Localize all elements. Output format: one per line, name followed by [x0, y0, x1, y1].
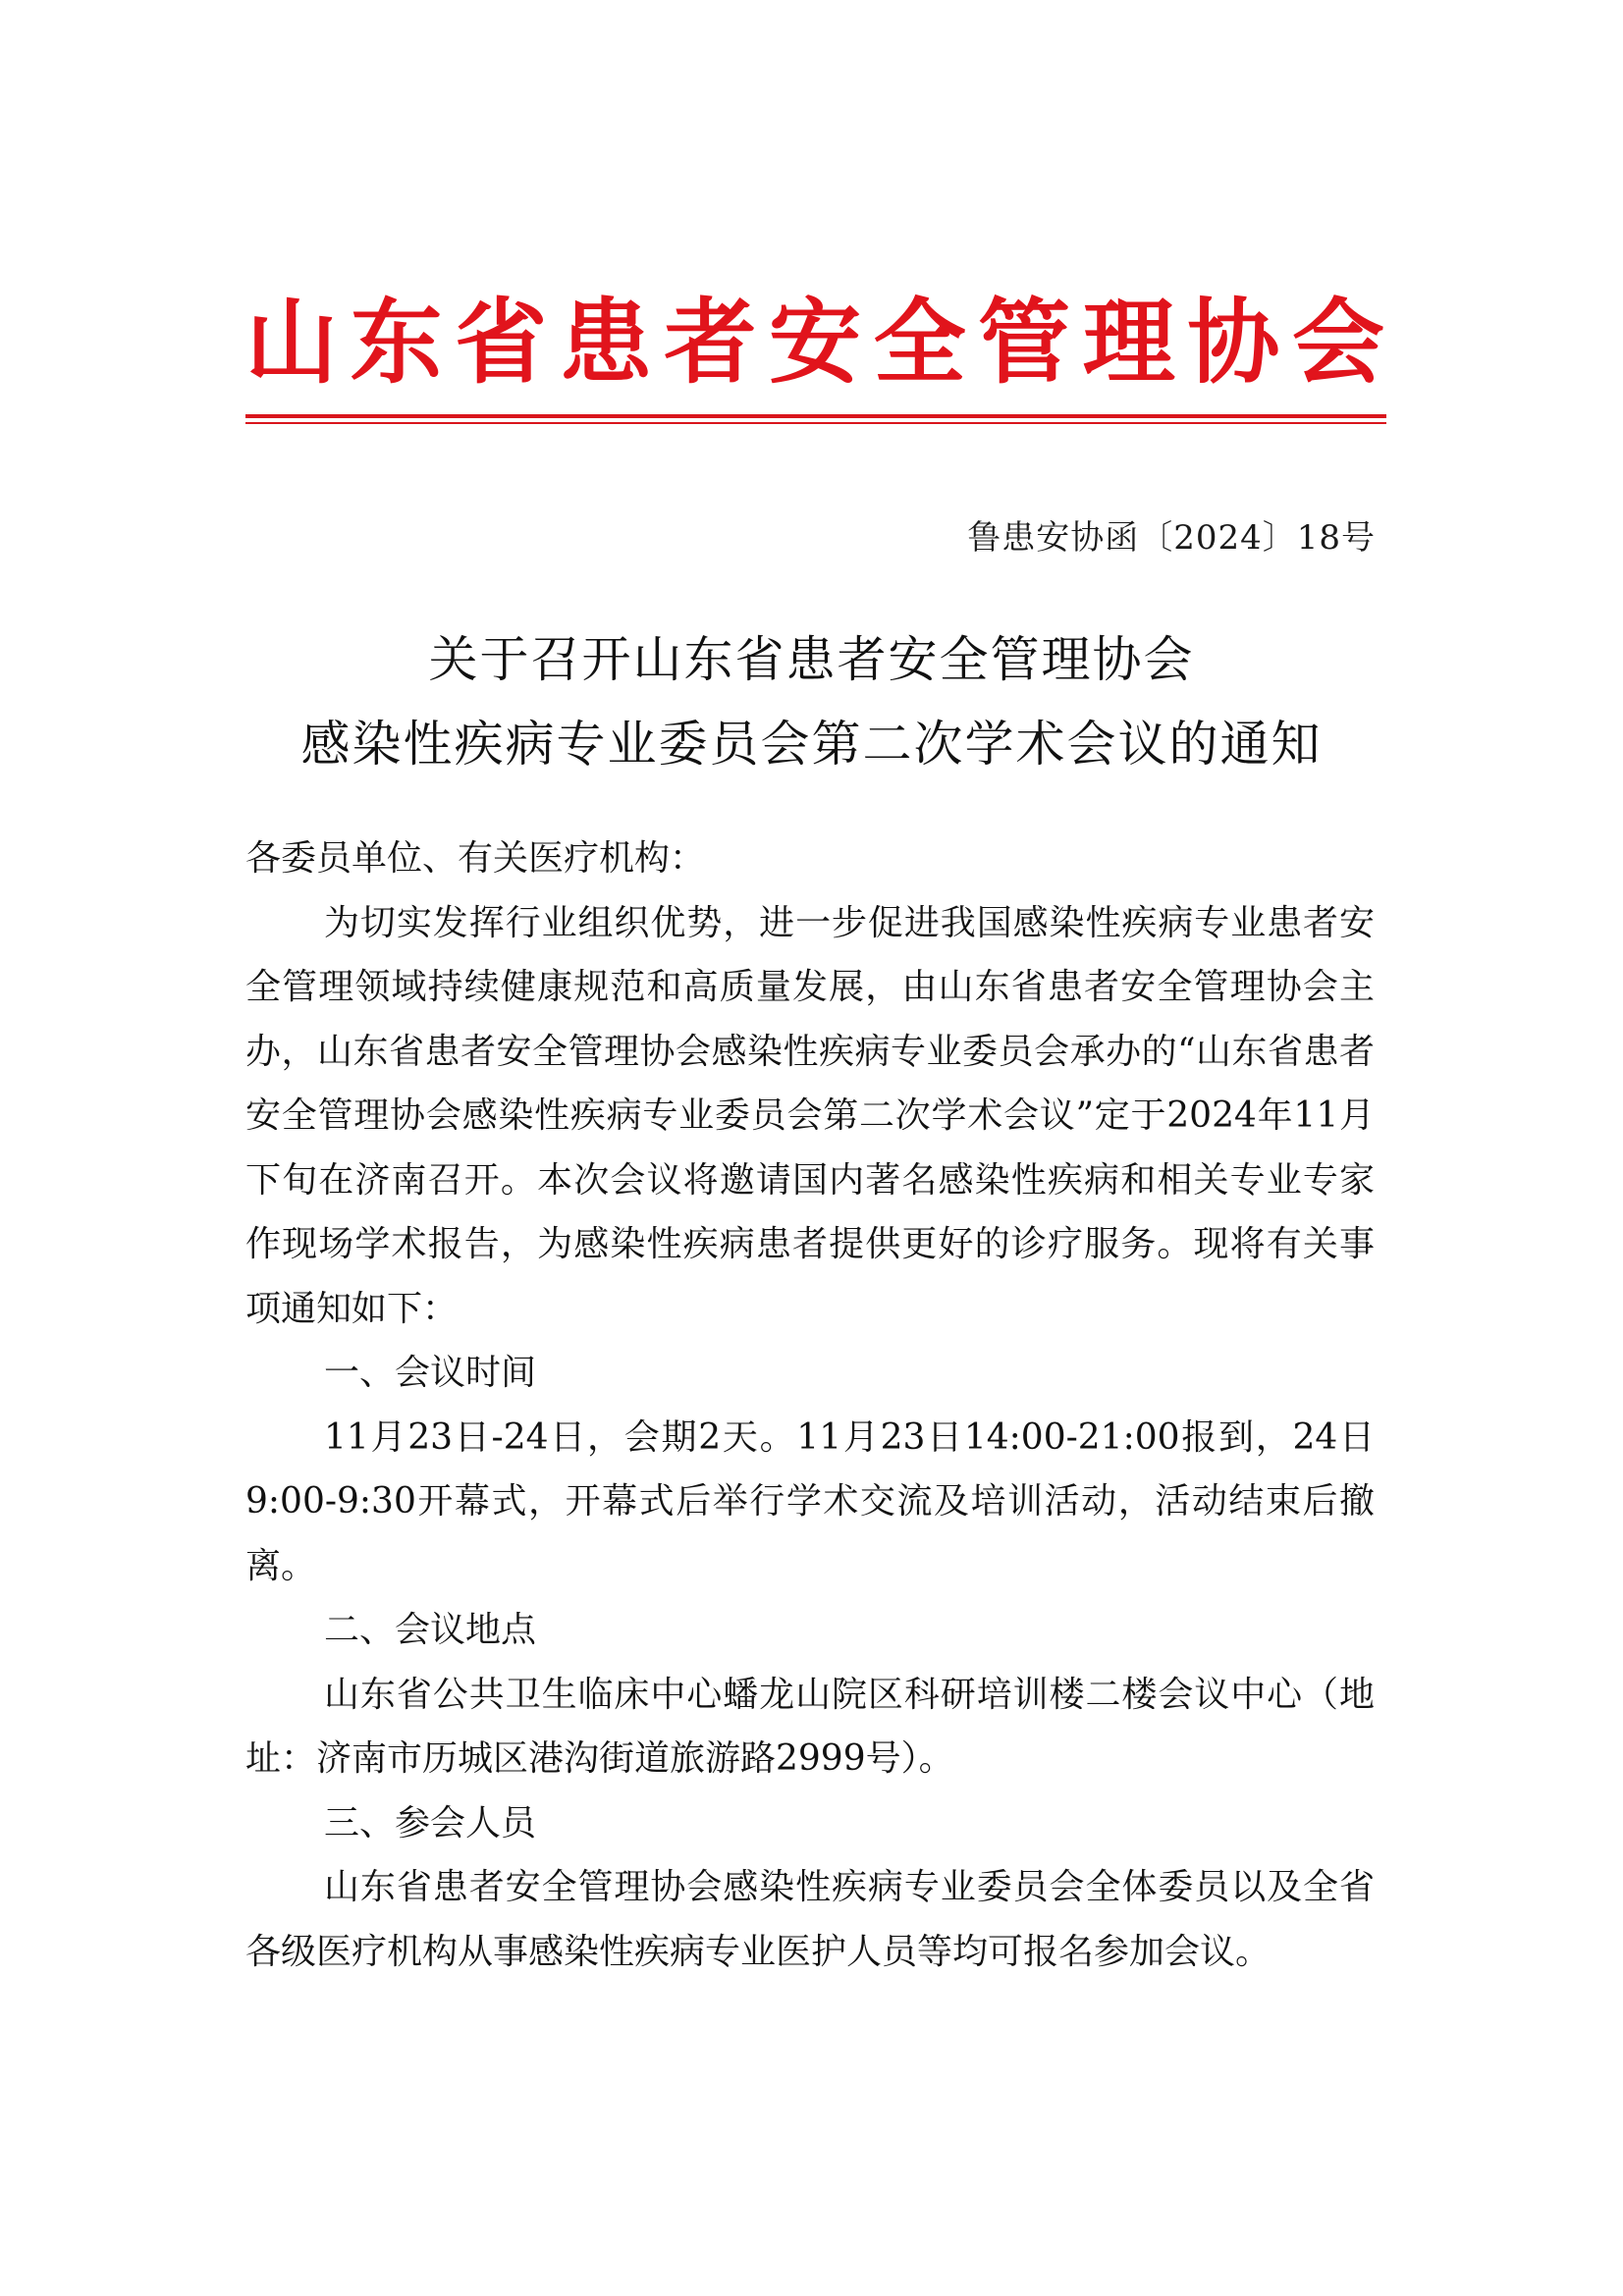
letterhead-divider-thick: [245, 414, 1386, 418]
salutation: 各委员单位、有关医疗机构：: [245, 838, 706, 879]
section-heading-venue: 二、会议地点: [324, 1610, 537, 1650]
letterhead-char: 安: [768, 290, 861, 397]
letterhead-char: 东: [350, 290, 443, 397]
document-number: 鲁患安协函〔2024〕18号: [967, 518, 1376, 558]
section-heading-time: 一、会议时间: [324, 1353, 537, 1393]
document-body: [245, 827, 1375, 1984]
letterhead-char: 者: [664, 290, 757, 397]
letterhead-char: 理: [1082, 290, 1175, 397]
letterhead-char: 管: [978, 290, 1071, 397]
letterhead-char: 山: [245, 290, 339, 397]
section-body-venue: 山东省公共卫生临床中心蟠龙山院区科研培训楼二楼会议中心（地址：济南市历城区港沟街道旅游路2999号）。: [245, 1674, 1375, 1779]
letterhead-char: 协: [1187, 290, 1280, 397]
letterhead-char: 省: [455, 290, 548, 397]
letterhead-title: [245, 290, 1384, 398]
section-body-attendees: 山东省患者安全管理协会感染性疾病专业委员会全体委员以及全省各级医疗机构从事感染性疾病专业医护人员等均可报名参加会议。: [245, 1867, 1375, 1972]
section-heading-attendees: 三、参会人员: [324, 1802, 537, 1843]
intro-paragraph: 为切实发挥行业组织优势，进一步促进我国感染性疾病专业患者安全管理领域持续健康规范和高质量发展，由山东省患者安全管理协会主办，山东省患者安全管理协会感染性疾病专业委员会承办的“山东省患者安全管理协会感染性疾病专业委员会第二次学术会议”定于2024年11月下旬在济南召开。本次会议将邀请国内著名感染性疾病和相关专业专家作现场学术报告，为感染性疾病患者提供更好的诊疗服务。现将有关事项通知如下：: [245, 902, 1375, 1329]
letterhead-divider-thin: [245, 422, 1386, 424]
letterhead-char: 全: [873, 290, 966, 397]
letterhead-char: 会: [1291, 290, 1384, 397]
section-body-time: 11月23日-24日，会期2天。11月23日14:00-21:00报到，24日9:00-9:30开幕式，开幕式后举行学术交流及培训活动，活动结束后撤离。: [245, 1416, 1375, 1586]
letterhead-char: 患: [559, 290, 652, 397]
document-title-line-1: 关于召开山东省患者安全管理协会: [428, 631, 1195, 688]
document-title-line-2: 感染性疾病专业委员会第二次学术会议的通知: [300, 716, 1323, 773]
